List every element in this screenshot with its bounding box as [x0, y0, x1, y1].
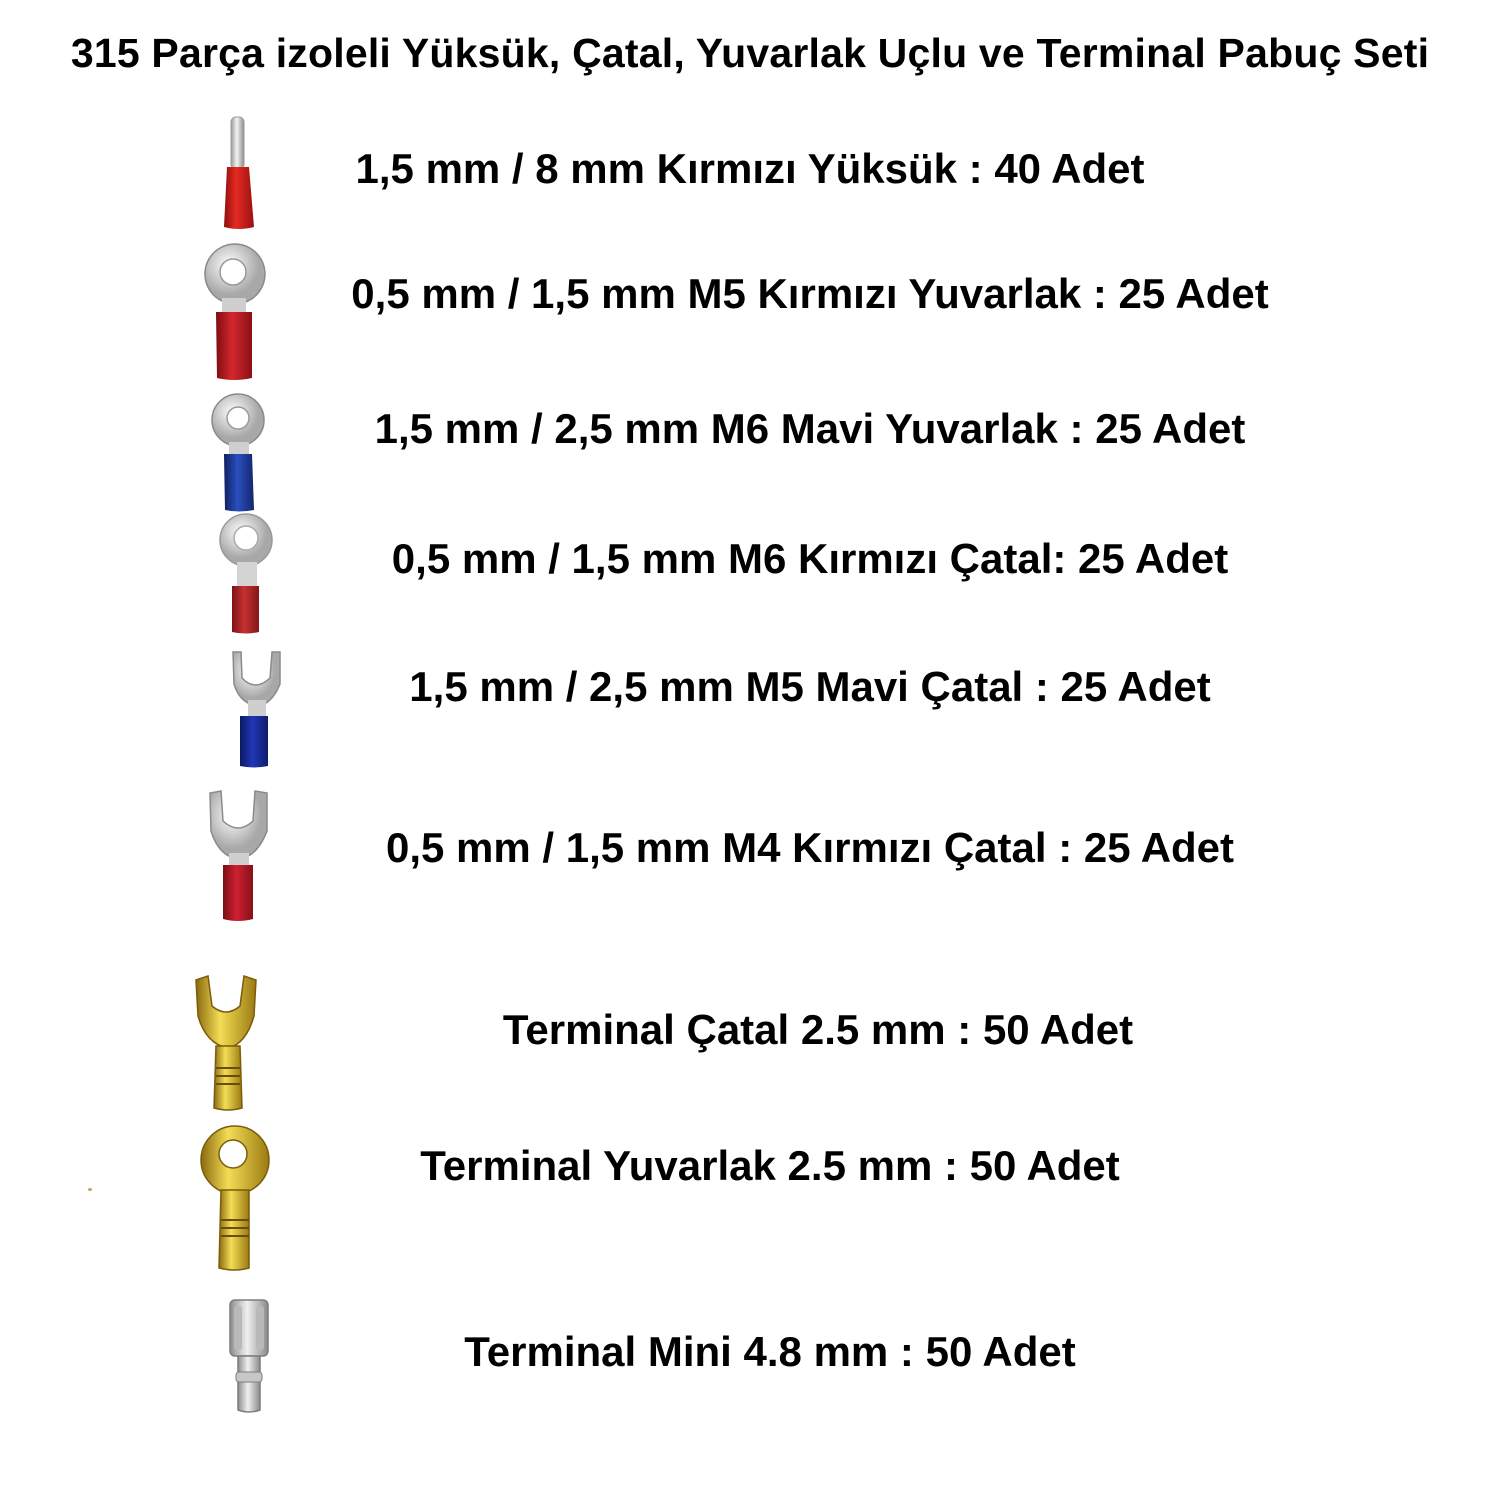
spade-female-terminal-icon [222, 1298, 278, 1416]
brass-fork-terminal-icon [190, 972, 270, 1114]
item-label: 1,5 mm / 2,5 mm M6 Mavi Yuvarlak : 25 Adet [374, 405, 1246, 452]
item-label: 0,5 mm / 1,5 mm M5 Kırmızı Yuvarlak : 25 Adet [351, 270, 1269, 317]
page-title: 315 Parça izoleli Yüksük, Çatal, Yuvarlak Uçlu ve Terminal Pabuç Seti [70, 30, 1430, 76]
blue-ring-terminal-icon [210, 392, 270, 514]
blue-fork-terminal-icon [228, 648, 288, 770]
item-label: Terminal Mini 4.8 mm : 50 Adet [464, 1328, 1076, 1375]
item-label: Terminal Yuvarlak 2.5 mm : 50 Adet [420, 1142, 1120, 1189]
item-label: 0,5 mm / 1,5 mm M6 Kırmızı Çatal: 25 Adet [391, 535, 1229, 582]
item-label: 0,5 mm / 1,5 mm M4 Kırmızı Çatal : 25 Adet [385, 824, 1235, 871]
red-fork-terminal-icon [205, 787, 275, 925]
item-label: 1,5 mm / 8 mm Kırmızı Yüksük : 40 Adet [355, 145, 1145, 192]
item-label: Terminal Çatal 2.5 mm : 50 Adet [502, 1006, 1134, 1053]
red-ring-terminal-icon [200, 242, 270, 384]
brass-ring-terminal-icon [195, 1124, 275, 1274]
red-ferrule-icon [215, 115, 265, 233]
item-label: 1,5 mm / 2,5 mm M5 Mavi Çatal : 25 Adet [409, 663, 1211, 710]
red-ring-terminal-icon [215, 512, 275, 636]
speck [88, 1188, 92, 1191]
